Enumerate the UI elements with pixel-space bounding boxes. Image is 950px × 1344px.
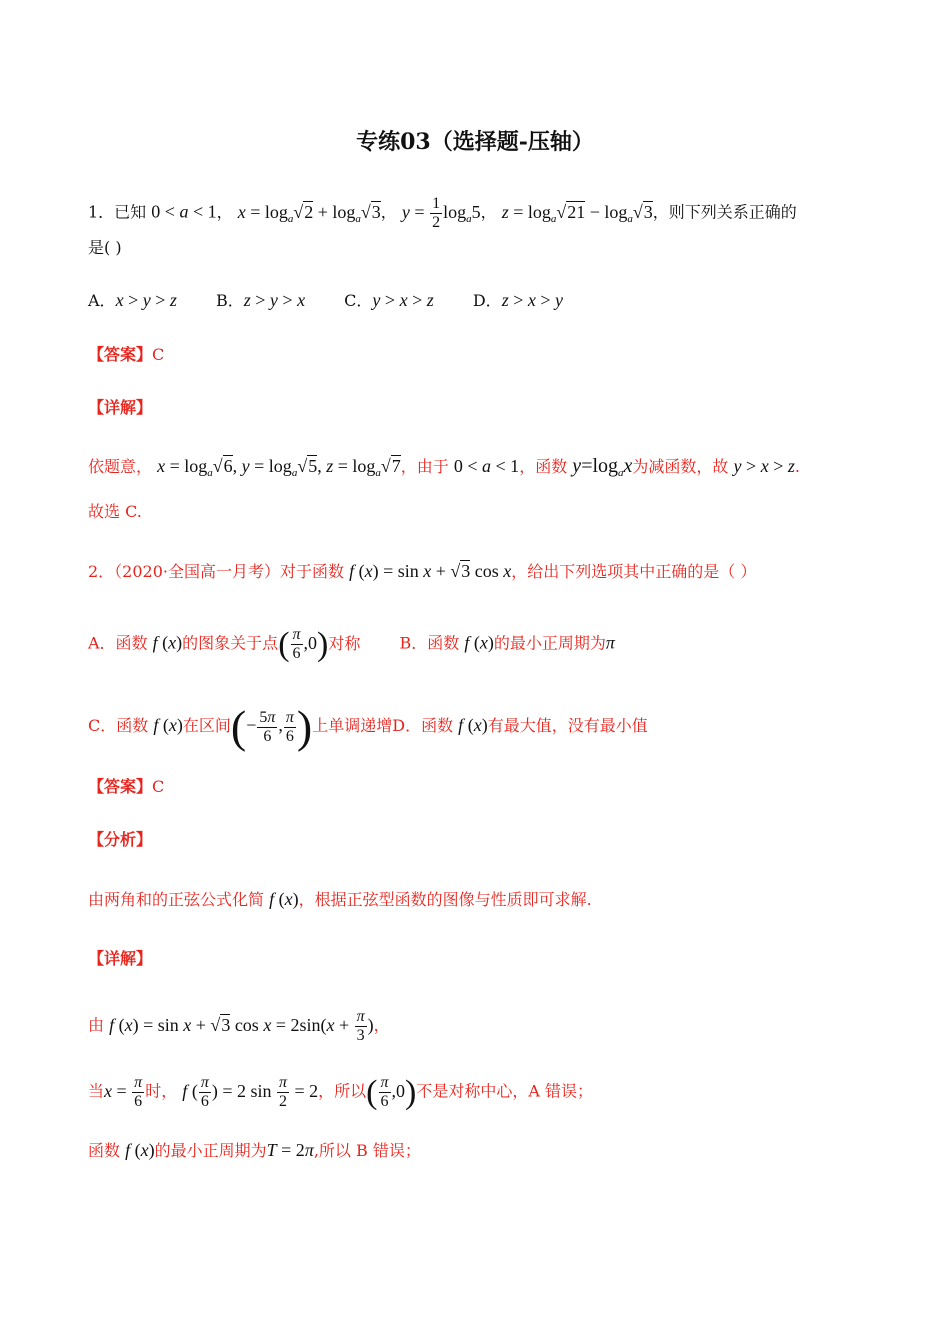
math-point: ( $\frac{\pi}{6}$ ,0) [366, 1073, 417, 1111]
detail-text: 当 [88, 1081, 105, 1101]
q2-detail-tag: 【详解】 [88, 949, 153, 968]
detail-text: 不是对称中心，A 错误； [416, 1081, 593, 1101]
math-condition: 0 < a < 1 [151, 201, 217, 222]
q2-detail-line-1 [88, 1008, 390, 1045]
option-a-text: 对称 [328, 633, 361, 653]
q1-detail-tag: 【详解】 [88, 398, 153, 417]
q2-answer [88, 777, 164, 797]
q2-stem-text: ，给出下列选项其中正确的是（ ） [511, 562, 757, 581]
q2-stem [88, 561, 756, 582]
option-a-text: 的图象关于点 [182, 633, 279, 653]
q2-stem-text: 2．（2020·全国高一月考）对于函数 [88, 562, 344, 581]
option-d-text: 有最大值，没有最小值 [487, 716, 648, 736]
option-d-text: D．函数 [392, 716, 454, 736]
option-a-label: A． [88, 291, 116, 310]
detail-text: 的最小正周期为 [154, 1141, 267, 1160]
q1-sep: ， [216, 202, 233, 222]
answer-tag: 【答案】 [88, 777, 153, 796]
analysis-text: 由两角和的正弦公式化简 [88, 890, 265, 909]
math-y-def: y = $\frac{1}{2}$ $\log_a5$ [401, 195, 481, 231]
detail-text: 时， [145, 1081, 178, 1101]
math-f-value: f ( $\frac{\pi}{6}$ ) = 2 sin $\frac{\pi}{2}$ = 2 [182, 1074, 319, 1110]
q1-stem [88, 195, 797, 232]
detail-text: . [794, 457, 800, 476]
q2-options-cd [88, 701, 648, 752]
q2-analysis [88, 889, 592, 910]
detail-text: 由 [88, 1015, 105, 1035]
math-fx-def: f (x) = sin x + √3 cos x [349, 561, 512, 581]
option-d-math: z > x > y [501, 290, 564, 310]
q1-answer [88, 345, 164, 365]
option-b-text: 的最小正周期为 [493, 633, 606, 653]
q1-options [88, 290, 563, 311]
detail-text: 为减函数，故 [632, 457, 729, 476]
option-b-math: z > y > x [243, 290, 306, 310]
option-d-label: D． [472, 291, 502, 310]
math-condition: 0 < a < 1 [453, 456, 520, 476]
q1-detail-line [88, 456, 800, 483]
math-point: ( $\frac{\pi}{6}$ ,0) [278, 625, 329, 663]
math-simplify: f (x) = sin x + √3 cos x = 2sin(x + $\frac{\pi}{3}$ ) [109, 1008, 374, 1044]
q1-conclusion: 故选 C. [88, 502, 142, 521]
math-fx: f (x) [152, 632, 183, 653]
math-x-value: x = $\frac{\pi}{6}$ [104, 1074, 143, 1110]
option-a-text: A．函数 [88, 633, 148, 653]
option-b-label: B． [215, 291, 244, 310]
math-simplified: $x = \log_a√6$, $y = \log_a√5$, $z = \log_a√7$ [157, 456, 401, 479]
q1-number: 1．已知 [88, 202, 147, 222]
detail-text: 函数 [88, 1141, 121, 1160]
option-c-text: C．函数 [88, 716, 149, 736]
math-fx: f (x) [125, 1140, 155, 1160]
math-x-def: $x = \log_a√2 + \log_a√3$ [237, 201, 381, 225]
answer-value: C [152, 345, 165, 364]
q1-stem-end: ，则下列关系正确的 [652, 202, 797, 222]
option-c-label: C． [344, 291, 373, 310]
math-fx: f (x) [458, 715, 488, 736]
math-period: T = 2π [266, 1140, 314, 1160]
answer-value: C [152, 777, 165, 796]
detail-text: ，所以 [318, 1081, 367, 1101]
detail-text: ， [373, 1015, 390, 1035]
analysis-text: ，根据正弦型函数的图像与性质即可求解. [298, 890, 592, 909]
math-pi: π [605, 632, 615, 653]
option-c-text: 上单调递增 [312, 716, 393, 736]
math-interval: (− $\frac{5\pi}{6}$ , $\frac{\pi}{6}$ ) [230, 701, 313, 752]
q1-sep: ， [380, 202, 397, 222]
detail-text: ，函数 [519, 457, 568, 476]
q2-options-ab [88, 626, 615, 663]
q2-detail-line-2 [88, 1074, 593, 1111]
math-conclusion: y > x > z [733, 456, 795, 476]
math-z-def: $z = \log_a√21 - \log_a√3$ [501, 201, 653, 225]
q1-sep: ， [480, 202, 497, 222]
math-fx: f (x) [153, 715, 183, 736]
detail-text: ,所以 B 错误； [313, 1141, 421, 1160]
option-c-text: 在区间 [182, 716, 231, 736]
q2-analysis-tag: 【分析】 [88, 830, 153, 849]
q2-detail-line-3 [88, 1140, 421, 1161]
q1-stem-cont: 是( ) [88, 238, 122, 257]
answer-tag: 【答案】 [88, 345, 153, 364]
page-title: 专练03（选择题-压轴） [356, 129, 594, 155]
option-a-math: x > y > z [115, 290, 177, 310]
math-fx: f (x) [464, 632, 494, 653]
math-fx: f (x) [269, 889, 299, 909]
option-c-math: y > x > z [372, 290, 434, 310]
option-b-text: B．函数 [399, 633, 460, 653]
detail-text: ，由于 [400, 457, 449, 476]
detail-text: 依题意， [88, 457, 153, 476]
math-log-function: $y=\log_ax$ [572, 455, 633, 479]
